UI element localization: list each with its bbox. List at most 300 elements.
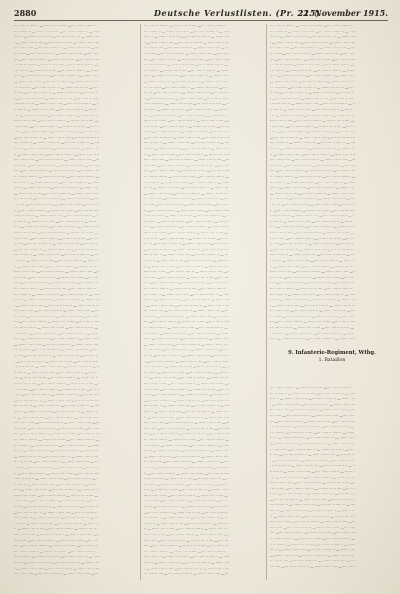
list-line: · ····· ·· — ······ · ··· ·· ···· —··· · ···· ·· ····· ·· — ······ · · (144, 521, 230, 526)
list-line: · — ······ · ··· ·· ···· —··· · ···· ·· ····· ·· — ······ · ··· ·· ··· (270, 402, 356, 407)
list-line: ··· ·· — ······ · ··· ·· ···· —··· · ···· ·· ····· ·· — ······ · ··· · (144, 74, 230, 79)
list-line: ··· ·· ···· —··· · ···· ·· ····· ·· — ······ · ··· ·· ···· —··· · ··· (270, 275, 354, 280)
list-line: ·· · ···· ·· ····· ·· — ······ · ··· ·· ···· —··· · ···· ·· ····· ·· — (14, 175, 100, 180)
list-line: —··· · ···· ·· ····· ·· — ······ · ··· ·· ···· —··· · ···· ·· ····· · (144, 247, 228, 252)
list-line: ··· · ···· ·· ····· ·· — ······ · ··· ·· ···· —··· · ···· ·· ····· ·· (14, 286, 96, 291)
list-line: ··· ·· ···· —··· · ···· ·· ····· ·· — ······ · ··· ·· ···· —··· · ··· (14, 275, 98, 280)
list-line: ····· ·· — ······ · ··· ·· ···· —··· · ···· ·· ····· ·· — ······ · ··· (270, 397, 356, 402)
list-line: ··· —··· · ···· ·· ····· ·· — ······ · ··· ·· ···· —··· · ···· ·· ···· (14, 320, 100, 325)
list-line: ··· ·· ····· ·· — ······ · ··· ·· ···· —··· · ···· ·· ····· ·· — ····· (14, 555, 100, 560)
list-line: · ····· ·· — ······ · ··· ·· ···· —··· · ···· ·· ····· ·· — ······ · · (14, 258, 100, 263)
list-line: ····· · ··· ·· ···· —··· · ···· ·· ····· ·· — ······ · ··· ·· ···· —·· (270, 270, 356, 275)
list-line: · · ··· ·· ···· —··· · ···· ·· ····· ·· — ······ · ··· ·· ···· —··· · (270, 447, 354, 452)
list-line: ··· —··· · ···· ·· ····· ·· — ······ · ··· ·· ···· —··· · ···· ·· ···· (270, 419, 356, 424)
list-line: ··· ·· — ······ · ··· ·· ···· —··· · ···· ·· ····· ·· — ······ · ··· · (270, 436, 356, 441)
text-column-right-top (270, 24, 394, 346)
list-line: ·· ····· ·· — ······ · ··· ·· ···· —··· · ···· ·· ····· ·· — ······ · (270, 469, 354, 474)
list-line: ··· —··· · ···· ·· ····· ·· — ······ · ··· ·· ···· —··· · ···· ·· ···· (14, 57, 100, 62)
list-line: ····· ·· — ······ · ··· ·· ···· —··· · ···· ·· ····· ·· — ······ · ·· (270, 147, 354, 152)
list-line: ·· ···· —··· · ···· ·· ····· ·· — ······ · ··· ·· ···· —··· · ···· ·· (14, 354, 98, 359)
list-line: ··· ·· ····· ·· — ······ · ··· ·· ···· —··· · ···· ·· ····· ·· — ····· (144, 555, 230, 560)
list-line: ·· · ···· ·· ····· ·· — ······ · ··· ·· ···· —··· · ···· ·· ····· ·· — (270, 537, 356, 542)
list-line: · ·· ···· —··· · ···· ·· ····· ·· — ······ · ··· ·· ···· —··· · ···· · (270, 203, 356, 207)
list-line: ·· — ······ · ··· ·· ···· —··· · ···· ·· ····· ·· — ······ · ··· ·· · (144, 264, 228, 269)
list-line: · ·· — ······ · ··· ·· ···· —··· · ···· ·· ····· ·· — ······ · ··· ·· (14, 376, 98, 381)
list-line: · · ··· ·· ···· —··· · ···· ·· ····· ·· — ······ · ··· ·· ···· —··· · (144, 348, 228, 353)
list-line: · ·· ····· ·· — ······ · ··· ·· ···· —··· · ···· ·· ····· ·· — ······ (144, 68, 228, 73)
list-line: · · ···· ·· ····· ·· — ······ · ··· ·· ···· —··· · ···· ·· ····· ·· — (270, 326, 354, 331)
list-line: ·· ·· ···· —··· · ···· ·· ····· ·· — ······ · ··· ·· ···· —··· · ···· (14, 51, 98, 56)
list-line: · ··· ·· ···· —··· · ···· ·· ····· ·· — ······ · ··· ·· ···· —··· · ·· (144, 387, 230, 392)
list-line: ···· · ··· ·· ···· —··· · ···· ·· ····· ·· — ······ · ··· ·· ···· —··· (14, 158, 100, 163)
list-line: · ···· ·· ····· ·· — ······ · ··· ·· ···· —··· · ···· ·· ····· ·· — ·· (270, 464, 356, 469)
list-line: · — ······ · ··· ·· ···· —··· · ···· ·· ····· ·· — ······ · ··· ·· ··· (14, 303, 100, 308)
list-line: ··· —··· · ···· ·· ····· ·· — ······ · ··· ·· ···· —··· · ···· ·· ···· (270, 320, 356, 325)
list-line: ·· — ······ · ··· ·· ···· —··· · ···· ·· ····· ·· — ······ · ··· ·· ·· (144, 415, 230, 420)
list-line: · ··· ·· ···· —··· · ···· ·· ····· ·· — ······ · ··· ·· ···· —··· · · (144, 236, 228, 241)
list-line: · ····· ·· — ······ · ··· ·· ···· —··· · ···· ·· ····· ·· — ······ · · (144, 258, 230, 263)
list-line: —··· · ···· ·· ····· ·· — ······ · ··· ·· ···· —··· · ···· ·· ····· ·· (144, 135, 230, 140)
list-line: ·· · ··· ·· ···· —··· · ···· ·· ····· ·· — ······ · ··· ·· ···· —··· · (144, 460, 230, 465)
list-line: — ······ · ··· ·· ···· —··· · ···· ·· ····· ·· — ······ · ··· ·· ···· (14, 79, 98, 84)
list-line: · ··· ·· ···· —··· · ···· ·· ····· ·· — ······ · ··· ·· ···· —··· · · (14, 499, 98, 504)
list-line: ·· ····· ·· — ······ · ··· ·· ···· —··· · ···· ·· ····· ·· — ······ · (14, 370, 98, 375)
list-line: ···· ·· ····· ·· — ······ · ··· ·· ···· —··· · ···· ·· ····· ·· — ··· (144, 516, 228, 521)
list-line: · ··· ·· ···· —··· · ···· ·· ····· ·· — ······ · ··· ·· ···· —··· · ·· (14, 124, 100, 129)
list-line: · ·· ···· —··· · ···· ·· ····· ·· — ······ · ··· ·· ···· —··· · ···· · (14, 203, 100, 207)
list-line: · ·· — ······ · ··· ·· ···· —··· · ···· ·· ····· ·· — ······ · ··· ·· (270, 475, 354, 480)
list-line: —··· · ···· ·· ····· ·· — ······ · ··· ·· ···· —··· · ···· ·· ····· · (14, 247, 98, 252)
list-line: ·· ·· ····· ·· — ······ · ··· ·· ···· —··· · ···· ·· ····· ·· — ······ (270, 180, 356, 185)
list-line: ···· ·· — ······ · ··· ·· ···· —··· · ···· ·· ····· ·· — ······ · ··· (144, 186, 228, 191)
list-line: · —··· · ···· ·· ····· ·· — ······ · ··· ·· ···· —··· · ···· ·· ····· (270, 96, 354, 101)
list-line: ·· —··· · ···· ·· ····· ·· — ······ · ··· ·· ···· —··· · ···· ·· ····· (14, 471, 100, 476)
list-line: ·· · ···· ·· ····· ·· — ······ · ··· ·· ···· —··· · ···· ·· ····· ·· — (14, 437, 100, 442)
list-line: ·· ····· ·· — ······ · ··· ·· ···· —··· · ···· ·· ····· ·· — ······ · (14, 482, 98, 487)
list-line: ···· —··· · ···· ·· ····· ·· — ······ · ··· ·· ···· —··· · ···· ·· ·· (144, 281, 228, 286)
list-line: · ···· —··· · ···· ·· ····· ·· — ······ · ··· ·· ···· —··· · ···· ·· · (144, 130, 230, 135)
list-line: ·· —··· · ···· ·· ····· ·· — ······ · ··· ·· ···· —··· · ···· ·· ····· (144, 208, 230, 213)
list-line: ······ · ··· ·· ···· —··· · ···· ·· ····· ·· — ······ · ··· ·· ···· —· (14, 119, 100, 124)
list-line: ··· · ···· ·· ····· ·· — ······ · ··· ·· ···· —··· · ···· ·· ····· ·· (270, 386, 352, 390)
issue-date: 22. November 1915. (297, 8, 388, 18)
list-line: · ·· ····· ·· — ······ · ··· ·· ···· —··· · ···· ·· ····· ·· — ······ (270, 68, 354, 73)
list-line: ·· — ······ · ··· ·· ···· —··· · ···· ·· ····· ·· — ······ · ··· ·· ·· (270, 514, 356, 519)
list-line: · ·· ····· ·· — ······ · ··· ·· ···· —··· · ···· ·· ····· ·· — ······ (270, 331, 354, 336)
list-line: ·· ·· ···· —··· · ···· ·· ····· ·· — ······ · ··· ·· ···· —··· · ···· (270, 413, 354, 418)
list-line: ··· · ···· ·· ····· ·· — ······ · ··· ·· ···· —··· · ···· ·· ····· ·· (270, 286, 352, 291)
list-line: ····· ·· — ······ · ··· ·· ···· —··· · ···· ·· ····· ·· — ······ · ··· (270, 35, 356, 40)
list-line: · —··· · ···· ·· ····· ·· — ······ · ··· ·· ···· —··· · ···· ·· ····· (14, 96, 98, 101)
list-line: · ···· ·· ····· ·· — ······ · ··· ·· ···· —··· · ···· ·· ····· ·· — ·· (14, 102, 100, 107)
list-line: ······ · ··· ·· ···· —··· · ···· ·· ····· ·· — ······ · ··· ·· ···· —· (270, 481, 356, 486)
list-line: ·· · ··· ·· ···· —··· · ···· ·· ····· ·· — ······ · ··· ·· ···· —··· · (14, 197, 100, 202)
list-line: ···· —··· · ···· ·· ····· ·· — ······ · ··· ·· ···· —··· · ···· ·· ·· (14, 544, 98, 549)
list-line: · ···· ·· ····· ·· — ······ · ··· ·· ···· —··· · ···· ·· ····· ·· — · (14, 214, 98, 219)
list-line: ·· ···· —··· · ···· ·· ····· ·· — ······ · ··· ·· ···· —··· · ···· ·· (270, 242, 354, 247)
list-line: · — ······ · ··· ·· ···· —··· · ···· ·· ····· ·· — ······ · ··· ·· ··· (270, 303, 356, 308)
list-line: — ······ · ··· ·· ···· —··· · ···· ·· ····· ·· — ······ · ··· ·· ···· (144, 191, 228, 196)
list-line: ····· ·· — ······ · ··· ·· ···· —··· · ···· ·· ····· ·· — ······ · ··· (14, 561, 100, 565)
list-line: ·· — ······ · ··· ·· ···· —··· · ···· ·· ····· ·· — ······ · ··· ·· · (14, 527, 98, 532)
list-line: · · ···· ·· ····· ·· — ······ · ··· ·· ···· —··· · ···· ·· ····· ·· — (270, 63, 354, 68)
list-line: ·· ·· ····· ·· — ······ · ··· ·· ···· —··· · ···· ·· ····· ·· — ······ (144, 443, 230, 448)
list-line: ·· ·· — ······ · ··· ·· ···· —··· · ···· ·· ····· ·· — ······ · ··· ·· (14, 225, 100, 230)
list-line: ·· — ······ · ··· ·· ···· —··· · ···· ·· ····· ·· — ······ · ··· ·· ·· (14, 415, 100, 420)
list-line: —··· · ···· ·· ····· ·· — ······ · ··· ·· ···· —··· · ···· ·· ····· · (14, 510, 98, 515)
list-line: ····· ·· — ······ · ··· ·· ···· —··· · ···· ·· ····· ·· — ······ · ··· (144, 35, 230, 40)
list-line: — ······ · ··· ·· ···· —··· · ···· ·· ····· ·· — ······ · ··· ·· ···· (270, 191, 354, 196)
list-line: · · ··· ·· ···· —··· · ···· ·· ····· ·· — ······ · ··· ·· ···· —··· · (144, 85, 228, 90)
list-line: ··· ·· ···· —··· · ···· ·· ····· ·· — ······ · ··· ·· ···· —··· · ··· (144, 538, 228, 543)
list-line: ··· · ··· ·· ···· —··· · ···· ·· ····· ·· — ······ · ··· ·· ···· —··· (14, 309, 98, 314)
list-line: · ·· — ······ · ··· ·· ···· —··· · ···· ·· ····· ·· — ······ · ··· ·· (270, 113, 354, 118)
list-line: ···· —··· · ···· ·· ····· ·· — ······ · ··· ·· ···· —··· · ···· ·· ··· (14, 432, 100, 437)
list-line: ··· ·· ····· ·· — ······ · ··· ·· ···· —··· · ···· ·· ····· ·· — ····· (270, 391, 356, 396)
list-line: ····· ·· — ······ · ··· ·· ···· —··· · ···· ·· ····· ·· — ······ · ·· (14, 147, 98, 152)
list-line: — ······ · ··· ·· ···· —··· · ···· ·· ····· ·· — ······ · ··· ·· ···· (270, 441, 354, 446)
list-line: · · ···· ·· ····· ·· — ······ · ··· ·· ···· —··· · ···· ·· ····· ·· — (144, 326, 228, 331)
list-line: ··· · ···· ·· ····· ·· — ······ · ··· ·· ···· —··· · ···· ·· ····· ·· (144, 549, 226, 554)
list-line: ··· ·· ···· —··· · ···· ·· ····· ·· — ······ · ··· ·· ···· —··· · ···· (14, 163, 100, 168)
list-line: ·· · ···· ·· ····· ·· — ······ · ··· ·· ···· —··· · ···· ·· ····· ·· — (144, 437, 230, 442)
list-line: ·· ····· ·· — ······ · ··· ·· ···· —··· · ···· ·· ····· ·· — ······ · (14, 107, 98, 112)
list-line: · ···· —··· · ···· ·· ····· ·· — ······ · ··· ·· ···· —··· · ···· ·· · (14, 130, 100, 135)
list-line: · ·· ···· —··· · ···· ·· ····· ·· — ······ · ··· ·· ···· —··· · ···· · (144, 203, 230, 207)
list-line: · ·· ····· ·· — ······ · ··· ·· ···· —··· · ···· ·· ····· ·· — ······ (14, 331, 98, 336)
list-line: ···· —··· · ···· ·· ····· ·· — ······ · ··· ·· ···· —··· · ···· ·· ··· (144, 169, 230, 174)
list-line: ···· ·· ····· ·· — ······ · ··· ·· ···· —··· · ···· ·· ····· ·· — ··· (14, 516, 98, 521)
list-line: ·· ···· —··· · ···· ·· ····· ·· — ······ · ··· ·· ···· —··· · ···· ·· (144, 91, 228, 96)
list-line: · ··· ·· ···· —··· · ···· ·· ····· ·· — ······ · ··· ·· ···· —··· · ·· (270, 486, 356, 491)
list-line: · ···· ·· ····· ·· — ······ · ··· ·· ···· —··· · ···· ·· ····· ·· — ·· (270, 102, 356, 107)
list-line: ···· —··· · ···· ·· ····· ·· — ······ · ··· ·· ···· —··· · ···· ·· ··· (270, 169, 356, 174)
list-line: ···· · ··· ·· ···· —··· · ···· ·· ····· ·· — ······ · ··· ·· ···· —··· (144, 158, 230, 163)
list-line: · ·· ····· ·· — ······ · ··· ·· ···· —··· · ···· ·· ····· ·· — ······ (14, 68, 98, 73)
list-line: · —··· · ···· ·· ····· ·· — ······ · ··· ·· ···· —··· · ···· ·· ····· (270, 458, 354, 463)
list-line: · · ···· ·· ····· ·· — ······ · ··· ·· ···· —··· · ···· ·· ····· ·· — (14, 326, 98, 331)
list-line: · ·· ···· —··· · ···· ·· ····· ·· — ······ · ··· ·· ···· —··· · ···· · (270, 565, 356, 569)
list-line: ·· ·· ···· —··· · ···· ·· ····· ·· — ······ · ··· ·· ···· —··· · ···· (144, 51, 228, 56)
list-line: · · ··· ·· ···· —··· · ···· ·· ····· ·· — ······ · ··· ·· ···· —··· · (14, 85, 98, 90)
list-line: · — ······ · ··· ·· ···· —··· · ···· ·· ····· ·· — ······ · ··· ·· ··· (144, 303, 230, 308)
list-line: —··· · ···· ·· ····· ·· — ······ · ··· ·· ···· —··· · ···· ·· ····· ·· (144, 398, 230, 403)
list-line: · ···· ·· ····· ·· — ······ · ··· ·· ···· —··· · ···· ·· ····· ·· — · (144, 214, 228, 219)
list-line: ·· ·· ····· ·· — ······ · ··· ·· ···· —··· · ···· ·· ····· ·· — ······ (270, 542, 356, 547)
list-line: ·· ·· — ······ · ··· ·· ···· —··· · ···· ·· ····· ·· — ······ · ··· ·· (14, 488, 100, 493)
list-line: · ··· ·· ···· —··· · ···· ·· ····· ·· — ······ · ··· ·· ···· —··· · ·· (270, 124, 356, 129)
list-line: ··· ·· ····· ·· — ······ · ··· ·· ···· —··· · ···· ·· ····· ·· — ····· (270, 292, 356, 297)
list-line: ··· · ··· ·· ···· —··· · ···· ·· ····· ·· — ······ · ··· ·· ···· —··· (144, 46, 228, 51)
list-line: ·· ·· ····· ·· — ······ · ··· ·· ···· —··· · ···· ·· ····· ·· — ······ (14, 180, 100, 185)
list-line: ·· · ···· ·· ····· ·· — ······ · ··· ·· ···· —··· · ···· ·· ····· ·· — (144, 175, 230, 180)
list-line: ··· ·· ···· —··· · ···· ·· ····· ·· — ······ · ··· ·· ···· —··· · ···· (270, 163, 356, 168)
list-line: ···· · ··· ·· ···· —··· · ···· ·· ····· ·· — ······ · ··· ·· ···· —··· (14, 421, 100, 426)
list-line: ······ · ··· ·· ···· —··· · ···· ·· ····· ·· — ······ · ··· ·· ···· — (270, 230, 354, 235)
list-line: ····· ·· — ······ · ··· ·· ···· —··· · ···· ·· ····· ·· — ······ · ··· (144, 561, 230, 565)
list-line: ··· · ···· ·· ····· ·· — ······ · ··· ·· ···· —··· · ···· ·· ····· ·· (144, 286, 226, 291)
list-line: ·· ·· — ······ · ··· ·· ···· —··· · ···· ·· ····· ·· — ······ · ··· ·· (270, 225, 356, 230)
list-line: · · ··· ·· ···· —··· · ···· ·· ····· ·· — ······ · ··· ·· ···· —··· · (14, 348, 98, 353)
column-divider (140, 24, 141, 580)
list-line: ···· ·· ····· ·· — ······ · ··· ·· ···· —··· · ···· ·· ····· ·· — ···· (270, 503, 356, 508)
text-column-left (14, 24, 138, 580)
list-line: ··· · ···· ·· ····· ·· — ······ · ··· ·· ···· —··· · ···· ·· ····· ·· (144, 24, 226, 28)
list-line: ··· ·· ···· —··· · ···· ·· ····· ·· — ······ · ··· ·· ···· —··· · ···· (270, 525, 356, 530)
list-line: ·· ····· ·· — ······ · ··· ·· ···· —··· · ···· ·· ····· ·· — ······ · (270, 107, 354, 112)
list-line: ·· ·· ····· ·· — ······ · ··· ·· ···· —··· · ···· ·· ····· ·· — ······ (144, 180, 230, 185)
list-line: — ······ · ··· ·· ···· —··· · ···· ·· ····· ·· — ······ · ··· ·· ···· (14, 342, 98, 347)
list-line: ······ · ··· ·· ···· —··· · ···· ·· ····· ·· — ······ · ··· ·· ···· —· (14, 382, 100, 386)
list-line: · —··· · ···· ·· ····· ·· — ······ · ··· ·· ···· —··· · ···· ·· ····· (14, 359, 98, 364)
header-rule (14, 20, 388, 21)
list-line: ·· ·· — ······ · ··· ·· ···· —··· · ···· ·· ····· ·· — ······ · ··· ·· (144, 225, 230, 230)
list-line: ·· ····· ·· — ······ · ··· ·· ···· —··· · ···· ·· ····· ·· — ······ · (144, 107, 228, 112)
list-line: ·· ···· —··· · ···· ·· ····· ·· — ······ · ··· ·· ···· —··· · ···· ·· (144, 505, 228, 510)
list-line: ··· · ···· ·· ····· ·· — ······ · ··· ·· ···· —··· · ···· ·· ····· ·· (14, 24, 96, 28)
list-line: ···· ·· — ······ · ··· ·· ···· —··· · ···· ·· ····· ·· — ······ · ··· (14, 449, 98, 454)
list-line: ·· ····· ·· — ······ · ··· ·· ···· —··· · ···· ·· ····· ·· — ······ · (14, 219, 98, 224)
list-line: · · ···· ·· ····· ·· — ······ · ··· ·· ···· —··· · ···· ·· ····· ·· — (14, 63, 98, 68)
list-line: ··· ·· ···· —··· · ···· ·· ····· ·· — ······ · ··· ·· ···· —··· · ··· (14, 538, 98, 543)
page-number: 2880 (14, 8, 37, 18)
list-line: · — ······ · ··· ·· ···· —··· · ···· ·· ····· ·· — ······ · ··· ·· ··· (14, 40, 100, 45)
list-line: ····· · ··· ·· ···· —··· · ···· ·· ····· ·· — ······ · ··· ·· ···· —·· (14, 270, 100, 275)
list-line: ···· ·· ····· ·· — ······ · ··· ·· ···· —··· · ···· ·· ····· ·· — ···· (270, 141, 356, 146)
list-line: — ······ · ··· ·· ···· —··· · ···· ·· ····· ·· — ······ · ··· ·· ···· (144, 454, 228, 459)
list-line: —··· · ···· ·· ····· ·· — ······ · ··· ·· ···· —··· · ···· ·· ····· ·· (14, 135, 100, 140)
list-line: ··· ·· — ······ · ··· ·· ···· —··· · ···· ·· ····· ·· — ······ · ··· · (144, 337, 230, 342)
list-line: ·· ····· ·· — ······ · ··· ·· ···· —··· · ···· ·· ····· ·· — ······ · (144, 370, 228, 375)
list-line: · — ······ · ··· ·· ···· —··· · ···· ·· ····· ·· — ······ · ··· ·· ··· (14, 566, 100, 571)
section-heading: 9. Infanterie-Regiment, Wtbg. (288, 350, 376, 356)
list-line: —··· · ···· ·· ····· ·· — ······ · ··· ·· ···· —··· · ···· ·· ····· · (144, 510, 228, 515)
list-line: ······ · ··· ·· ···· —··· · ···· ·· ····· ·· — ······ · ··· ·· ···· —· (144, 119, 230, 124)
list-line: · ···· —··· · ···· ·· ····· ·· — ······ · ··· ·· ···· —··· · ···· ·· · (14, 393, 100, 398)
list-line: ·· ···· —··· · ···· ·· ····· ·· — ······ · ··· ·· ···· —··· · ···· ·· (14, 91, 98, 96)
list-line: ··· ·· ····· ·· — ······ · ··· ·· ···· —··· · ···· ·· ····· ·· — ····· (144, 292, 230, 297)
list-line: ···· ·· ····· ·· — ······ · ··· ·· ···· —··· · ···· ·· ····· ·· — ···· (144, 404, 230, 409)
page-header (14, 6, 388, 20)
list-line: ···· · ··· ·· ···· —··· · ···· ·· ····· ·· — ······ · ··· ·· ···· —··· (270, 158, 356, 163)
list-line: ·· — ······ · ··· ·· ···· —··· · ···· ·· ····· ·· — ······ · ··· ·· · (144, 527, 228, 532)
list-line: · ···· —··· · ···· ·· ····· ·· — ······ · ··· ·· ···· —··· · ···· ·· · (144, 393, 230, 398)
list-line: ··· · ··· ·· ···· —··· · ···· ·· ····· ·· — ······ · ··· ·· ···· —··· (270, 309, 354, 314)
list-line: —··· · ···· ·· ····· ·· — ······ · ··· ·· ···· —··· · ···· ·· ····· ·· (14, 398, 100, 403)
list-line: ····· · ··· ·· ···· —··· · ···· ·· ····· ·· — ······ · ··· ·· ···· —·· (144, 270, 230, 275)
list-line: · —··· · ···· ·· ····· ·· — ······ · ··· ·· ···· —··· · ···· ·· ····· (144, 359, 228, 364)
list-line: ····· ·· — ······ · ··· ·· ···· —··· · ···· ·· ····· ·· — ······ · ··· (144, 298, 230, 303)
list-line: ·· · ··· ·· ···· —··· · ···· ·· ····· ·· — ······ · ··· ·· ···· —··· · (270, 559, 356, 564)
list-line: —··· · ···· ·· ····· ·· — ······ · ··· ·· ···· —··· · ···· ·· ····· · (270, 247, 354, 252)
list-line: · — ······ · ··· ·· ···· —··· · ···· ·· ····· ·· — ······ · ··· ·· ··· (144, 40, 230, 45)
list-line: ··· ·· ····· ·· — ······ · ··· ·· ···· —··· · ···· ·· ····· ·· — ····· (14, 29, 100, 34)
list-line: · — ······ · ··· ·· ···· —··· · ···· ·· ····· ·· — ······ · ··· ·· ··· (144, 566, 230, 571)
list-line: ····· ·· — ······ · ··· ·· ···· —··· · ···· ·· ····· ·· — ······ · ··· (14, 35, 100, 40)
list-line: ··· ·· ···· —··· · ···· ·· ····· ·· — ······ · ··· ·· ···· —··· · ···· (14, 426, 100, 431)
list-line: ·· ·· ····· ·· — ······ · ··· ·· ···· —··· · ···· ·· ····· ·· — ······ (14, 443, 100, 448)
list-line: ··· ·· ···· —··· · ···· ·· ····· ·· — ······ · ··· ·· ···· —··· · ··· (144, 275, 228, 280)
list-line: ···· ·· ····· ·· — ······ · ··· ·· ···· —··· · ···· ·· ····· ·· — ···· (144, 141, 230, 146)
list-line: —··· · ···· ·· ····· ·· — ······ · ··· ·· ···· —··· · ···· ·· ····· ·· (270, 497, 356, 502)
list-line: ·· — ······ · ··· ·· ···· —··· · ···· ·· ····· ·· — ······ · ··· ·· · (270, 264, 354, 269)
list-line: ··· · ··· ·· ···· —··· · ···· ·· ····· ·· — ······ · ··· ·· ···· —··· (144, 309, 228, 314)
list-line: ···· · ··· ·· ···· —··· · ···· ·· ····· ·· — ······ · ··· ·· ···· —··· (270, 520, 356, 525)
list-line: ····· ·· — ······ · ··· ·· ···· —··· · ···· ·· ····· ·· — ······ · ··· (270, 298, 356, 303)
list-line: — ······ · ··· ·· ···· —··· · ···· ·· ····· ·· — ······ · ··· ·· ···· (144, 342, 228, 347)
list-line: · ·· ···· —··· · ···· ·· ····· ·· — ······ · ··· ·· ···· —··· · ···· · (144, 465, 230, 470)
list-line: ··· ·· ····· ·· — ······ · ··· ·· ···· —··· · ···· ·· ····· ·· — ····· (270, 29, 356, 34)
list-line: · ··· ·· ···· —··· · ···· ·· ····· ·· — ······ · ··· ·· ···· —··· · ·· (14, 387, 100, 392)
text-column-middle (144, 24, 268, 580)
list-line: ·· ···· —··· · ···· ·· ····· ·· — ······ · ··· ·· ···· —··· · ···· ·· (14, 505, 98, 510)
list-line: · ···· ·· ····· ·· — ······ · ··· ·· ···· —··· · ···· ·· ····· ·· — · (144, 477, 228, 482)
list-line: ······ · ··· ·· ···· —··· · ···· ·· ····· ·· — ······ · ··· ·· ···· — (14, 493, 98, 498)
list-line: ····· · ··· ·· ···· —··· · ···· ·· ····· ·· — ······ · ··· ·· ···· —·· (14, 533, 100, 538)
regiment-section (270, 350, 394, 364)
list-line: · ····· ·· — ······ · ··· ·· ···· —··· · ···· ·· ····· ·· — ······ · · (14, 521, 100, 526)
list-line: · ···· —··· · ···· ·· ····· ·· — ······ · ··· ·· ···· —··· · ···· ·· · (270, 130, 356, 135)
list-line: ·· —··· · ···· ·· ····· ·· — ······ · ··· ·· ···· —··· · ···· ·· ····· (144, 471, 230, 476)
list-line: ·· — ······ · ··· ·· ···· —··· · ···· ·· ····· ·· — ······ · ··· ·· ·· (144, 152, 230, 157)
list-line: · ··· ·· ···· —··· · ···· ·· ····· ·· — ······ · ··· ·· ···· —··· · ·· (144, 124, 230, 129)
list-line: · —··· · ···· ·· ····· ·· — ······ · ··· ·· ···· —··· · ···· ·· ····· (144, 96, 228, 101)
list-line: ···· ·· — ······ · ··· ·· ···· —··· · ···· ·· ····· ·· — ······ · ··· (144, 449, 228, 454)
list-line: ····· ·· — ······ · ··· ·· ···· —··· · ···· ·· ····· ·· — ······ · ··· (14, 298, 100, 303)
list-line: ··· ·· — ······ · ··· ·· ···· —··· · ···· ·· ····· ·· — ······ · ··· · (14, 337, 100, 342)
list-line: ···· ·· ····· ·· — ······ · ··· ·· ···· —··· · ···· ·· ····· ·· — ··· (270, 253, 354, 258)
list-line: ··· ·· ····· ·· — ······ · ··· ·· ···· —··· · ···· ·· ····· ·· — ····· (14, 292, 100, 297)
list-line: ·· —··· · ···· ·· ····· ·· — ······ · ··· ·· ···· —··· · ···· ·· ····· (14, 208, 100, 213)
list-line: ··· · ··· ·· ···· —··· · ···· ·· ····· ·· — ······ · ··· ·· ···· —··· (14, 46, 98, 51)
list-line: ·· — ······ · ··· ·· ···· —··· · ···· ·· ····· ·· — ······ · ··· ·· · (14, 264, 98, 269)
list-line: ···· ·· ····· ·· — ······ · ··· ·· ···· —··· · ···· ·· ····· ·· — ···· (14, 141, 100, 146)
list-line: ···· ·· ····· ·· — ······ · ··· ·· ···· —··· · ···· ·· ····· ·· — ··· (14, 253, 98, 258)
list-line: ·· ···· —··· · ···· ·· ····· ·· — ······ · ··· ·· ···· —··· · ···· ·· (14, 242, 98, 247)
list-line: ·· · ···· ·· ····· ·· — ······ · ··· ·· ···· —··· · ···· ·· ····· ·· — (270, 175, 356, 180)
list-line: ······ · ··· ·· ···· —··· · ···· ·· ····· ·· — ······ · ··· ·· ···· —· (270, 119, 356, 124)
list-line: ·· — ······ · ··· ·· ···· —··· · ···· ·· ····· ·· — ······ · ··· ·· ·· (270, 152, 356, 157)
list-line: ···· ·· — ······ · ··· ·· ···· —··· · ···· ·· ····· ·· — ······ · ··· (270, 548, 354, 553)
list-line: ···· ·· ····· ·· — ······ · ··· ·· ···· —··· · ···· ·· ····· ·· — ···· (14, 404, 100, 409)
list-line: · ···· ·· ····· ·· — ······ · ··· ·· ···· —··· · ···· ·· ····· ·· — ·· (144, 102, 230, 107)
list-line: ······ · ··· ·· ···· —··· · ···· ·· ····· ·· — ······ · ··· ·· ···· — (14, 230, 98, 235)
list-line: · ·· ····· ·· — ······ · ··· ·· ···· —··· · ···· ·· ····· ·· — ······ (144, 331, 228, 336)
publication-title: Deutsche Verlustlisten. (Pr. 215) (154, 8, 321, 18)
list-line: · ··· ·· ···· —··· · ···· ·· ····· ·· — ······ · ··· ·· ···· —··· · · (14, 236, 98, 241)
list-line: ·· · ··· ·· ···· —··· · ···· ·· ····· ·· — ······ · ··· ·· ···· —··· · (14, 460, 100, 465)
list-line: · ····· ·· — ······ · ··· ·· ···· —··· · ···· ·· ····· ·· — ······ · · (270, 258, 356, 263)
list-line: ·· · ··· ·· ···· —··· · ···· ·· ····· ·· — ······ · ··· ·· ···· —··· · (270, 197, 356, 202)
section-subheading: 1. Bataillon (318, 358, 346, 363)
list-line: ··· · ··· ·· ···· —··· · ···· ·· ····· ·· — ······ · ··· ·· ···· —··· (14, 572, 98, 577)
list-line: ··· —··· · ···· ·· ····· ·· — ······ · ··· ·· ···· —··· · ···· ·· ···· (144, 320, 230, 325)
list-line: · ·· — ······ · ··· ·· ···· —··· · ···· ·· ····· ·· — ······ · ··· ·· (14, 113, 98, 118)
list-line: ··· ·· — ······ · ··· ·· ···· —··· · ···· ·· ····· ·· — ······ · ··· · (270, 74, 356, 79)
list-line: ···· —··· · ···· ·· ····· ·· — ······ · ··· ·· ···· —··· · ···· ·· ··· (14, 169, 100, 174)
list-line: ··· ·· ···· —··· · ···· ·· ····· ·· — ······ · ··· ·· ···· —··· · ···· (144, 163, 230, 168)
list-line: ···· —··· · ···· ·· ····· ·· — ······ · ··· ·· ···· —··· · ···· ·· ··· (270, 531, 356, 536)
list-line: ······ · ··· ·· ···· —··· · ···· ·· ····· ·· — ······ · ··· ·· ···· —· (144, 382, 230, 386)
list-line: ·· ·· ···· —··· · ···· ·· ····· ·· — ······ · ··· ·· ···· —··· · ···· (14, 314, 98, 319)
list-line: · ···· ·· ····· ·· — ······ · ··· ·· ···· —··· · ···· ·· ····· ·· — · (270, 214, 354, 219)
list-line: ·· ···· —··· · ···· ·· ····· ·· — ······ · ··· ·· ···· —··· · ···· ·· (270, 453, 354, 458)
list-line: ··· ·· ····· ·· — ······ · ··· ·· ···· —··· · ···· ·· ····· ·· — ····· (144, 29, 230, 34)
list-line: — ······ · ··· ·· ···· —··· · ···· ·· ····· ·· — ······ · ··· ·· ···· (14, 191, 98, 196)
list-line: ···· ·· — ······ · ··· ·· ···· —··· · ···· ·· ····· ·· — ······ · ··· (270, 186, 354, 191)
list-line: · · ···· ·· ····· ·· — ······ · ··· ·· ···· —··· · ···· ·· ····· ·· — (270, 425, 354, 430)
list-line: ··· ·· ···· —··· · ···· ·· ····· ·· — ······ · ··· ·· ···· —··· · ···· (144, 426, 230, 431)
list-line: ·· · ··· ·· ···· —··· · ···· ·· ····· ·· — ······ · ··· ·· ···· —··· · (144, 197, 230, 202)
list-line: ·· ····· ·· — ······ · ··· ·· ···· —··· · ···· ·· ····· ·· — ······ · (144, 219, 228, 224)
list-line: ······ · ··· ·· ···· —··· · ···· ·· ····· ·· — ······ · ··· ·· ···· — (144, 230, 228, 235)
list-line: ···· —··· · ···· ·· ····· ·· — ······ · ··· ·· ···· —··· · ···· ·· ·· (14, 281, 98, 286)
list-line: ······ · ··· ·· ···· —··· · ···· ·· ····· ·· — ······ · ··· ·· ···· — (144, 493, 228, 498)
list-line: · — ······ · ··· ·· ···· —··· · ···· ·· ····· ·· — ······ · ··· ·· ··· (270, 40, 356, 45)
list-line: ·· —··· · ···· ·· ····· ·· — ······ · ··· ·· ···· —··· · ···· ·· ····· (270, 208, 356, 213)
list-line: · ···· ·· ····· ·· — ······ · ··· ·· ···· —··· · ···· ·· ····· ·· — ·· (144, 365, 230, 370)
list-line: ···· ·· ····· ·· — ······ · ··· ·· ···· —··· · ···· ·· ····· ·· — ··· (144, 253, 228, 258)
list-line: —··· · ···· ·· ····· ·· — ······ · ··· ·· ···· —··· · ···· ·· ····· ·· (270, 135, 356, 140)
list-line: ··· ·· — ······ · ··· ·· ···· —··· · ···· ·· ····· ·· — ······ · ··· · (14, 74, 100, 79)
list-line: · ···· ·· ····· ·· — ······ · ··· ·· ···· —··· · ···· ·· ····· ·· — · (14, 477, 98, 482)
list-line: · ·· ···· —··· · ···· ·· ····· ·· — ······ · ··· ·· ···· —··· · ···· · (14, 465, 100, 470)
list-line: · ··· ·· ···· —··· · ···· ·· ····· ·· — ······ · ··· ·· ···· —··· · · (144, 499, 228, 504)
list-line: · · ··· ·· ···· —··· · ···· ·· ····· ·· — ······ · ··· ·· ···· —··· · (270, 85, 354, 90)
list-line: ·· ···· —··· · ···· ·· ····· ·· — ······ · ··· ·· ···· —··· · ···· ·· (144, 354, 228, 359)
list-line: ·· — ······ · ··· ·· ···· —··· · ···· ·· ····· ·· — ······ · ··· ·· ·· (14, 152, 100, 157)
text-column-right-bottom (270, 386, 394, 570)
list-line: · ···· ·· ····· ·· — ······ · ··· ·· ···· —··· · ···· ·· ····· ·· — ·· (14, 365, 100, 370)
list-line: ····· ·· — ······ · ··· ·· ···· —··· · ···· ·· ····· ·· — ······ · ·· (14, 409, 98, 414)
list-line: · ··· ·· ···· —··· · ···· ·· ····· ·· — ······ · ··· ·· ···· —··· · · (270, 236, 354, 241)
list-line: ····· ·· — ······ · ··· ·· ···· —··· · ···· ·· ····· ·· — ······ · ·· (270, 509, 354, 514)
list-line: ··· —··· · ···· ·· ····· ·· — ······ · ··· ·· ···· —··· · ···· ·· ···· (270, 57, 356, 62)
list-line: · ·· ····· ·· — ······ · ··· ·· ···· —··· · ···· ·· ····· ·· — ······ (270, 430, 354, 435)
list-line: — ······ · ··· ·· ···· —··· · ···· ·· ····· ·· — ······ · ··· ·· ···· (14, 454, 98, 459)
list-line: ···· —··· · ···· ·· ····· ·· — ······ · ··· ·· ···· —··· · ···· ·· ·· (270, 281, 354, 286)
list-line: ·· ····· ·· — ······ · ··· ·· ···· —··· · ···· ·· ····· ·· — ······ · (144, 482, 228, 487)
list-line: — ······ · ··· ·· ···· —··· · ···· ·· ····· ·· — ······ · ··· ·· ···· (270, 79, 354, 84)
list-line: ·· ·· ···· —··· · ···· ·· ····· ·· — ······ · ··· ·· ···· —··· · ···· (144, 314, 228, 319)
list-line: ·· ·· ···· —··· · ···· ·· ····· ·· — ······ · ··· ·· ···· —··· · ···· (270, 51, 354, 56)
list-line: ··· —··· · ···· ·· ····· ·· — ······ · ··· ·· ···· —··· · ···· ·· ···· (144, 57, 230, 62)
list-line: ····· ·· — ······ · ··· ·· ···· —··· · ···· ·· ····· ·· — ······ · ·· (144, 409, 228, 414)
list-line: ··· · ···· ·· ····· ·· — ······ · ··· ·· ···· —··· · ···· ·· ····· ·· (270, 24, 352, 28)
list-line: · · ···· ·· ····· ·· — ······ · ··· ·· ···· —··· · ···· ·· ····· ·· — (144, 63, 228, 68)
list-line: ···· —··· · ···· ·· ····· ·· — ······ · ··· ·· ···· —··· · ···· ·· ··· (144, 432, 230, 437)
list-line: ····· ·· — ······ · ··· ·· ···· —··· · ···· ·· ····· ·· — ······ · ·· (144, 147, 228, 152)
list-line: · ···· —··· · ···· ·· ····· ·· — ······ · ··· ·· ···· —··· · ···· ·· · (270, 492, 356, 497)
list-line: ··· · ··· ·· ···· —··· · ···· ·· ····· ·· — ······ · ··· ·· ···· —··· (144, 572, 228, 577)
list-line: ·· ···· —··· · ···· ·· ····· ·· — ······ · ··· ·· ···· —··· · ···· ·· (144, 242, 228, 247)
list-line: · ·· — ······ · ··· ·· ···· —··· · ···· ·· ····· ·· — ······ · ··· ·· (144, 113, 228, 118)
list-line: ·· ·· ···· —··· · ···· ·· ····· ·· — ······ · ··· ·· ···· —··· · ···· (270, 314, 354, 319)
list-line: ···· · ··· ·· ···· —··· · ···· ·· ····· ·· — ······ · ··· ·· ···· —··· (144, 421, 230, 426)
list-line: ···· —··· · ···· ·· ····· ·· — ······ · ··· ·· ···· —··· · ···· ·· ·· (144, 544, 228, 549)
list-line: ·· ···· —··· · ···· ·· ····· ·· — ······ · ··· ·· ···· —··· · ···· ·· (270, 91, 354, 96)
list-line: — ······ · ··· ·· ···· —··· · ···· ·· ····· ·· — ······ · ··· ·· ···· (144, 79, 228, 84)
list-line: ···· ·· — ······ · ··· ·· ···· —··· · ···· ·· ····· ·· — ······ · ··· (14, 186, 98, 191)
list-line: ·· ····· ·· — ······ · ··· ·· ···· —··· · ···· ·· ····· ·· — ······ · (270, 219, 354, 224)
list-line: ·· ·· — ······ · ··· ·· ···· —··· · ···· ·· ····· ·· — ······ · ··· ·· (144, 488, 230, 493)
list-line: ··· · ···· ·· ····· ·· — ······ · ··· ·· ···· —··· · ···· ·· ····· ·· (14, 549, 96, 554)
list-line: ····· · ··· ·· ···· —··· · ···· ·· ····· ·· — ······ · ··· ·· ···· —·· (144, 533, 230, 538)
list-line: ··· ·· — ······ · ··· ·· ···· —··· · ···· ·· ····· ·· — ······ · ··· · (270, 337, 356, 342)
list-line: ··· · ··· ·· ···· —··· · ···· ·· ····· ·· — ······ · ··· ·· ···· —··· (270, 46, 354, 51)
list-line: · ·· — ······ · ··· ·· ···· —··· · ···· ·· ····· ·· — ······ · ··· ·· (144, 376, 228, 381)
list-line: — ······ · ··· ·· ···· —··· · ···· ·· ····· ·· — ······ · ··· ·· ···· (270, 553, 354, 558)
